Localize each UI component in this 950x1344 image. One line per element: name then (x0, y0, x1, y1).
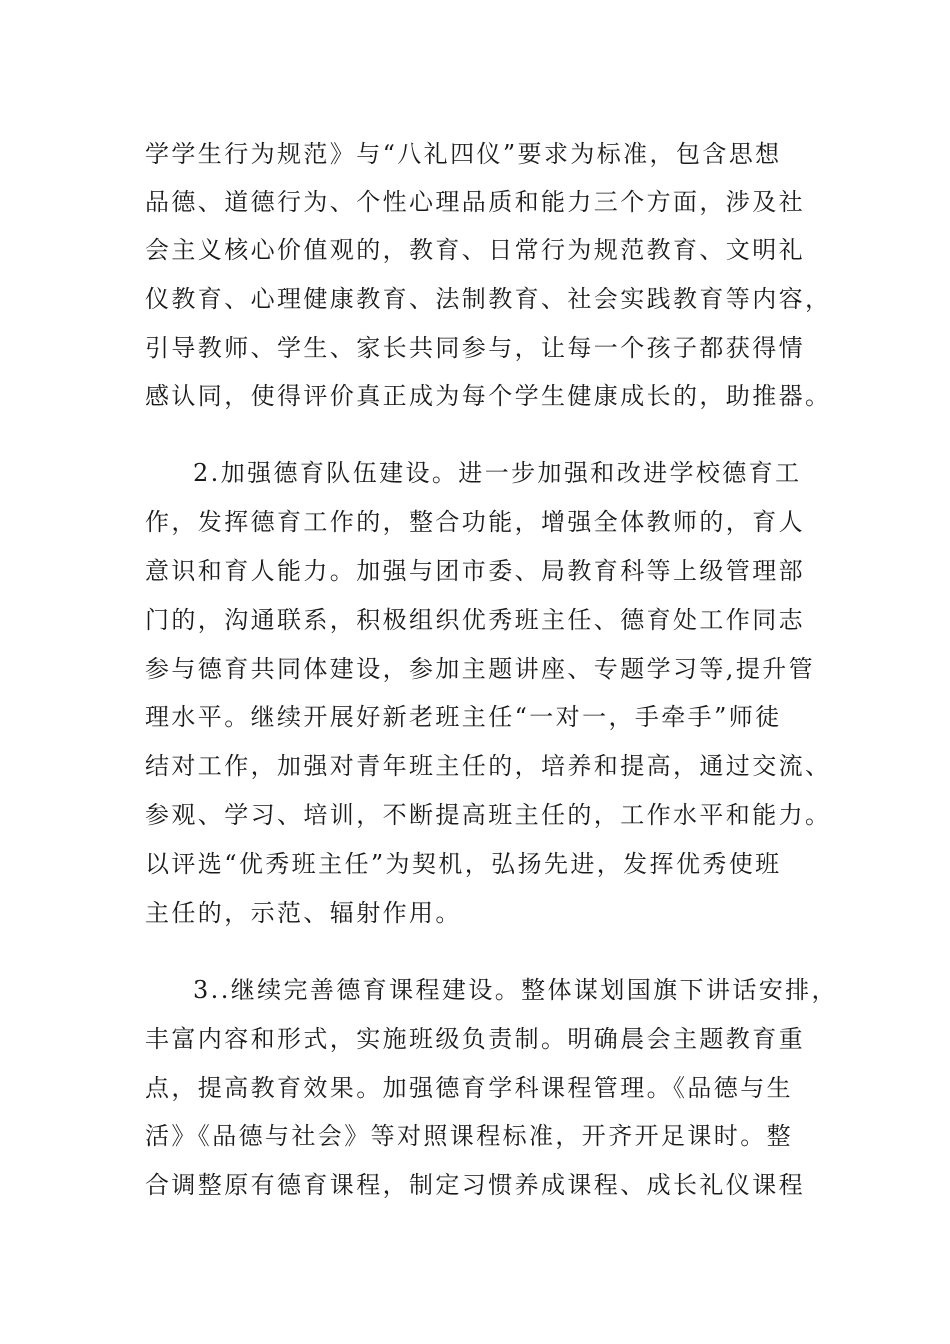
text-line: 主任的，示范、辐射作用。 (145, 899, 462, 927)
text-line: 活》《品德与社会》等对照课程标准，开齐开足课时。整 (145, 1122, 793, 1150)
text-line: 门的，沟通联系，积极组织优秀班主任、德育处工作同志 (145, 606, 805, 634)
text-line: 参观、学习、培训，不断提高班主任的，工作水平和能力。 (145, 801, 832, 829)
text-line: 丰富内容和形式，实施班级负责制。明确晨会主题教育重 (145, 1025, 805, 1053)
text-line: 作，发挥德育工作的，整合功能，增强全体教师的，育人 (145, 508, 805, 536)
text-line: 合调整原有德育课程，制定习惯养成课程、成长礼仪课程 (145, 1171, 805, 1199)
text-line: 理水平。继续开展好新老班主任“一对一，手牵手”师徒 (145, 703, 782, 731)
text-line: 仪教育、心理健康教育、法制教育、社会实践教育等内容， (145, 285, 832, 313)
text-line: 感认同，使得评价真正成为每个学生健康成长的，助推器。 (145, 382, 832, 410)
text-line: 学学生行为规范》与“八礼四仪”要求为标准，包含思想 (145, 140, 782, 168)
text-line: 点，提高教育效果。加强德育学科课程管理。《品德与生 (145, 1074, 793, 1102)
text-line: 参与德育共同体建设，参加主题讲座、专题学习等,提升管 (145, 655, 816, 683)
text-line: 会主义核心价值观的，教育、日常行为规范教育、文明礼 (145, 236, 805, 264)
text-line: 以评选“优秀班主任”为契机，弘扬先进，发挥优秀使班 (145, 850, 782, 878)
text-line: 结对工作，加强对青年班主任的，培养和提高，通过交流、 (145, 752, 832, 780)
paragraph-2-first-line: 2.加强德育队伍建设。进一步加强和改进学校德育工 (193, 459, 802, 487)
paragraph-3-first-line: 3..继续完善德育课程建设。整体谋划国旗下讲话安排， (193, 976, 838, 1004)
text-line: 引导教师、学生、家长共同参与，让每一个孩子都获得情 (145, 334, 805, 362)
text-line: 品德、道德行为、个性心理品质和能力三个方面，涉及社 (145, 188, 805, 216)
text-line: 意识和育人能力。加强与团市委、局教育科等上级管理部 (145, 557, 805, 585)
